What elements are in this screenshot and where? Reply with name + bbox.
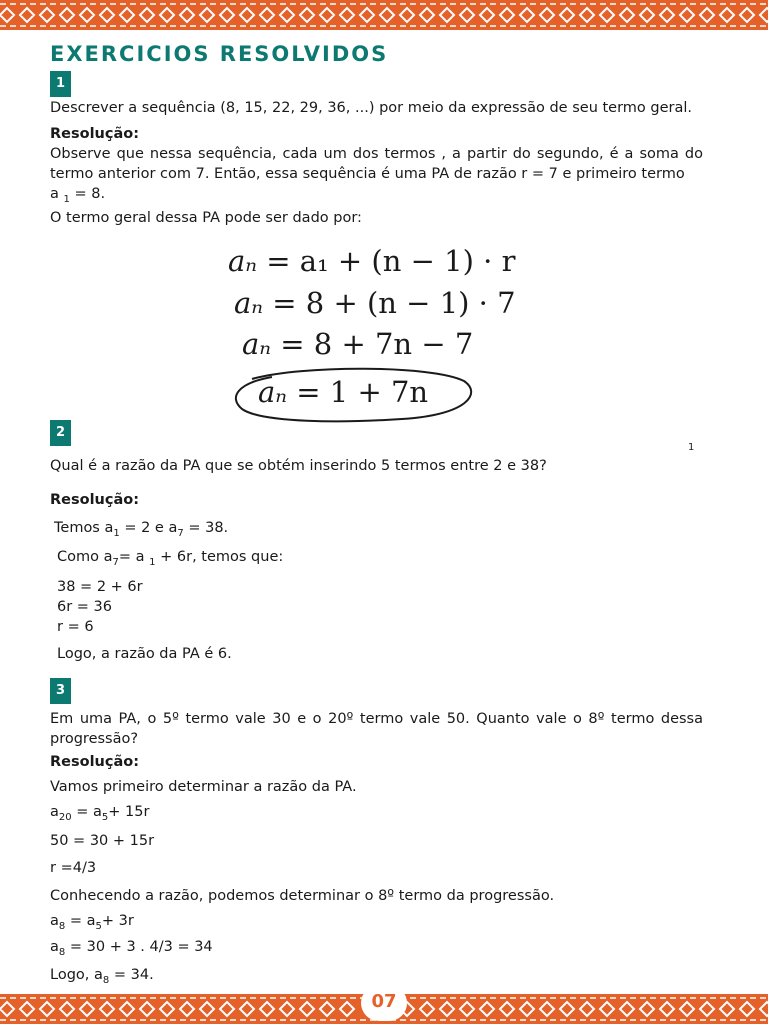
formula-rhs: = 8 + (n − 1) · 7	[263, 286, 516, 320]
text: + 6r, temos que:	[155, 549, 284, 565]
text: a	[50, 939, 59, 955]
text: Como a	[57, 549, 113, 565]
subscript: 7	[177, 527, 184, 539]
exercise-1-first-term	[50, 184, 105, 210]
text: = 30 + 3 . 4/3 = 34	[65, 939, 213, 955]
text: a	[50, 913, 59, 929]
formula-lhs: aₙ	[234, 286, 264, 320]
section-title: EXERCICIOS RESOLVIDOS	[50, 42, 389, 66]
exercise-2-question: Qual é a razão da PA que se obtém inserindo 5 termos entre 2 e 38?	[50, 458, 547, 474]
text: Temos a	[54, 520, 114, 536]
subscript: 1	[113, 527, 120, 539]
text: = 2 e a	[119, 520, 178, 536]
text: + 3r	[101, 913, 134, 929]
a-suffix: = 8.	[69, 186, 106, 202]
formula-rhs: = 1 + 7n	[287, 375, 429, 409]
footnote-marker: 1	[688, 442, 695, 453]
exercise-3-badge: 3	[50, 678, 71, 704]
subscript: 8	[58, 946, 66, 958]
exercise-3-knowing: Conhecendo a razão, podemos determinar o 8º termo da progressão.	[50, 888, 555, 904]
formula-lhs: aₙ	[258, 375, 288, 409]
subscript: 7	[112, 556, 119, 568]
exercise-2-resolution-label: Resolução:	[50, 492, 140, 508]
exercise-3-intro: Vamos primeiro determinar a razão da PA.	[50, 779, 357, 795]
text: a	[50, 804, 59, 820]
formula-lhs: aₙ	[228, 244, 258, 278]
exercise-1-general-term-intro: O termo geral dessa PA pode ser dado por:	[50, 210, 362, 226]
subscript: 20	[58, 811, 72, 823]
exercise-1-explanation: Observe que nessa sequência, cada um dos termos , a partir do segundo, é a soma do termo anterior com 7. Então, essa sequência é uma PA de razão r = 7 e primeiro termo	[50, 146, 703, 182]
text: = a	[118, 549, 150, 565]
subscript: 5	[95, 920, 102, 932]
text: = a	[65, 913, 96, 929]
page-number: 07	[361, 985, 407, 1021]
subscript: 1	[149, 556, 156, 568]
text: + 15r	[108, 804, 150, 820]
exercise-3-question: Em uma PA, o 5º termo vale 30 e o 20º termo vale 50. Quanto vale o 8º termo dessa progressão?	[50, 711, 703, 747]
text: Logo, a	[50, 967, 103, 983]
exercise-2-calc-3: r = 6	[57, 619, 94, 635]
exercise-3-eq-3: r =4/3	[50, 860, 97, 876]
exercise-3-eq-4	[50, 911, 134, 937]
formula-rhs: = a₁ + (n − 1) · r	[257, 244, 516, 278]
exercise-2-badge: 2	[50, 420, 71, 446]
exercise-3-resolution-label: Resolução:	[50, 754, 140, 770]
a-subscript: 1	[63, 193, 70, 205]
subscript: 8	[58, 920, 66, 932]
formula-line-2	[234, 285, 516, 321]
exercise-1-badge: 1	[50, 71, 71, 97]
formula-line-4	[258, 374, 428, 410]
exercise-1-question: Descrever a sequência (8, 15, 22, 29, 36, ...) por meio da expressão de seu termo geral.	[50, 100, 693, 116]
exercise-2-relation	[57, 547, 283, 573]
exercise-3-conclusion	[50, 965, 154, 991]
exercise-3-eq-5	[50, 937, 213, 963]
text: = 34.	[109, 967, 154, 983]
exercise-3-eq-2: 50 = 30 + 15r	[50, 833, 155, 849]
exercise-2-calc-2: 6r = 36	[57, 599, 113, 615]
exercise-2-calc-1: 38 = 2 + 6r	[57, 579, 143, 595]
formula-lhs: aₙ	[242, 327, 272, 361]
formula-rhs: = 8 + 7n − 7	[271, 327, 474, 361]
subscript: 8	[102, 974, 110, 986]
subscript: 5	[101, 811, 109, 823]
exercise-2-given	[54, 518, 228, 544]
formula-line-3	[242, 326, 473, 362]
text: = 38.	[183, 520, 229, 536]
text: = a	[71, 804, 102, 820]
a-prefix: a	[50, 186, 64, 202]
exercise-3-eq-1	[50, 802, 149, 828]
exercise-1-resolution-label: Resolução:	[50, 126, 140, 142]
formula-line-1	[228, 243, 515, 279]
top-decorative-band	[0, 0, 768, 30]
exercise-2-conclusion: Logo, a razão da PA é 6.	[57, 646, 232, 662]
